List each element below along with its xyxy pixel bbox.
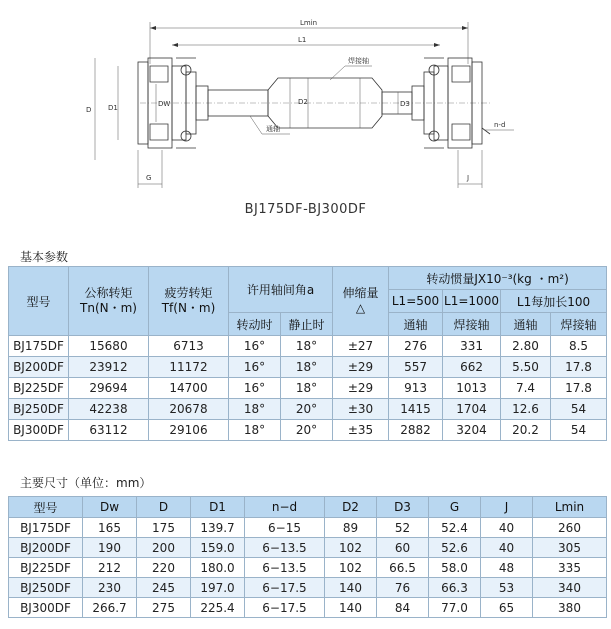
table-cell: 18° (281, 336, 333, 357)
table-cell: 77.0 (429, 598, 481, 618)
lmin-label: Lmin (300, 19, 318, 27)
table-cell: BJ175DF (9, 518, 83, 538)
table-cell: 6713 (149, 336, 229, 357)
dims-header-cell: D (137, 497, 191, 518)
table-cell: 18° (229, 420, 281, 441)
d3-label: D3 (400, 100, 410, 108)
table-cell: 60 (377, 538, 429, 558)
table-cell: 212 (83, 558, 137, 578)
table-cell: 140 (325, 598, 377, 618)
table-cell: 54 (551, 399, 607, 420)
table-cell: ±30 (333, 399, 389, 420)
table-cell: 260 (533, 518, 607, 538)
table-cell: 42238 (69, 399, 149, 420)
table-row (9, 399, 607, 420)
table-cell: 66.5 (377, 558, 429, 578)
table-cell: BJ300DF (9, 598, 83, 618)
header-through-1: 通轴 (389, 313, 443, 336)
table-cell: 305 (533, 538, 607, 558)
through-shaft-label: 通轴 (266, 125, 280, 133)
table-cell: 102 (325, 558, 377, 578)
dims-table (8, 496, 607, 618)
table-cell: 225.4 (191, 598, 245, 618)
table-cell: 11172 (149, 357, 229, 378)
table-cell: BJ175DF (9, 336, 69, 357)
table-row (9, 378, 607, 399)
table-cell: 140 (325, 578, 377, 598)
table-cell: 275 (137, 598, 191, 618)
table-cell: 52.4 (429, 518, 481, 538)
table-cell: 380 (533, 598, 607, 618)
header-tn: 公称转矩 Tn(N・m) (69, 267, 149, 336)
table-cell: 29106 (149, 420, 229, 441)
header-through-2: 通轴 (501, 313, 551, 336)
table-cell: ±29 (333, 357, 389, 378)
table-row (9, 420, 607, 441)
header-l1-per100: L1每加长100 (501, 290, 607, 313)
table-cell: 18° (281, 357, 333, 378)
table-cell: 18° (229, 399, 281, 420)
table-cell: 17.8 (551, 357, 607, 378)
table-cell: 6−15 (245, 518, 325, 538)
table-cell: 175 (137, 518, 191, 538)
table-cell: 52.6 (429, 538, 481, 558)
params-title: 基本参数 (20, 250, 69, 264)
table-cell: 15680 (69, 336, 149, 357)
table-cell: 335 (533, 558, 607, 578)
table-cell: 1704 (443, 399, 501, 420)
dw-label: DW (158, 100, 171, 108)
dims-header-cell: J (481, 497, 533, 518)
dims-header-cell: Lmin (533, 497, 607, 518)
table-cell: 54 (551, 420, 607, 441)
table-cell: 40 (481, 518, 533, 538)
table-cell: BJ200DF (9, 538, 83, 558)
table-cell: BJ250DF (9, 578, 83, 598)
table-cell: 20.2 (501, 420, 551, 441)
table-cell: 180.0 (191, 558, 245, 578)
nd-label: n-d (494, 121, 506, 129)
drawing-caption: BJ175DF-BJ300DF (244, 202, 367, 217)
table-cell: 139.7 (191, 518, 245, 538)
dims-header-cell: Dw (83, 497, 137, 518)
table-cell: 76 (377, 578, 429, 598)
dims-header-cell: n−d (245, 497, 325, 518)
table-cell: 53 (481, 578, 533, 598)
table-cell: 6−13.5 (245, 538, 325, 558)
table-cell: 266.7 (83, 598, 137, 618)
table-cell: 165 (83, 518, 137, 538)
table-cell: 48 (481, 558, 533, 578)
table-row (9, 558, 607, 578)
table-cell: 17.8 (551, 378, 607, 399)
params-table (8, 266, 607, 441)
dims-header-cell: D2 (325, 497, 377, 518)
header-welded-2: 焊接轴 (551, 313, 607, 336)
table-cell: 6−17.5 (245, 598, 325, 618)
table-cell: 12.6 (501, 399, 551, 420)
table-cell: 20678 (149, 399, 229, 420)
table-cell: 102 (325, 538, 377, 558)
table-cell: 220 (137, 558, 191, 578)
table-cell: 190 (83, 538, 137, 558)
table-cell: BJ300DF (9, 420, 69, 441)
table-cell: BJ225DF (9, 378, 69, 399)
dims-header-cell: G (429, 497, 481, 518)
l1-label: L1 (298, 36, 307, 44)
table-cell: 14700 (149, 378, 229, 399)
d1-label: D1 (108, 104, 118, 112)
dims-header-cell: 型号 (9, 497, 83, 518)
table-cell: 6−17.5 (245, 578, 325, 598)
table-cell: 3204 (443, 420, 501, 441)
g-label: G (146, 174, 152, 182)
table-cell: 662 (443, 357, 501, 378)
table-row (9, 518, 607, 538)
table-cell: 65 (481, 598, 533, 618)
header-angle-static: 静止时 (281, 313, 333, 336)
table-cell: 7.4 (501, 378, 551, 399)
header-l1-500: L1=500 (389, 290, 443, 313)
table-cell: 159.0 (191, 538, 245, 558)
table-cell: 23912 (69, 357, 149, 378)
table-cell: 29694 (69, 378, 149, 399)
table-cell: BJ250DF (9, 399, 69, 420)
table-cell: ±29 (333, 378, 389, 399)
header-model: 型号 (9, 267, 69, 336)
table-cell: 200 (137, 538, 191, 558)
header-tf: 疲劳转矩 Tf(N・m) (149, 267, 229, 336)
dims-header-cell: D3 (377, 497, 429, 518)
table-cell: 2882 (389, 420, 443, 441)
table-row (9, 336, 607, 357)
table-cell: ±35 (333, 420, 389, 441)
header-stretch: 伸缩量 △ (333, 267, 389, 336)
weld-shaft-label: 焊接轴 (348, 57, 369, 65)
table-cell: 16° (229, 336, 281, 357)
table-cell: 5.50 (501, 357, 551, 378)
table-cell: 20° (281, 420, 333, 441)
table-cell: 230 (83, 578, 137, 598)
d2-label: D2 (298, 98, 308, 106)
header-angle-moving: 转动时 (229, 313, 281, 336)
header-l1-1000: L1=1000 (443, 290, 501, 313)
table-cell: 18° (281, 378, 333, 399)
table-cell: 84 (377, 598, 429, 618)
table-cell: 40 (481, 538, 533, 558)
table-cell: 6−13.5 (245, 558, 325, 578)
table-cell: 245 (137, 578, 191, 598)
table-cell: 1415 (389, 399, 443, 420)
coupling-drawing (0, 0, 611, 200)
table-cell: 66.3 (429, 578, 481, 598)
table-cell: 20° (281, 399, 333, 420)
table-row (9, 357, 607, 378)
table-row (9, 538, 607, 558)
table-cell: 197.0 (191, 578, 245, 598)
table-cell: 16° (229, 357, 281, 378)
dims-header-cell: D1 (191, 497, 245, 518)
d-label: D (86, 106, 92, 114)
table-cell: 557 (389, 357, 443, 378)
table-cell: BJ200DF (9, 357, 69, 378)
table-row (9, 598, 607, 618)
table-cell: ±27 (333, 336, 389, 357)
header-angle: 许用轴间角a (229, 267, 333, 313)
dims-title: 主要尺寸（单位：mm） (20, 476, 152, 490)
table-cell: 8.5 (551, 336, 607, 357)
table-cell: 2.80 (501, 336, 551, 357)
table-cell: BJ225DF (9, 558, 83, 578)
header-inertia: 转动惯量JX10⁻³(kg ・m²) (389, 267, 607, 290)
table-cell: 276 (389, 336, 443, 357)
table-cell: 58.0 (429, 558, 481, 578)
table-cell: 1013 (443, 378, 501, 399)
table-cell: 89 (325, 518, 377, 538)
header-welded-1: 焊接轴 (443, 313, 501, 336)
table-cell: 340 (533, 578, 607, 598)
table-cell: 16° (229, 378, 281, 399)
table-cell: 52 (377, 518, 429, 538)
table-cell: 331 (443, 336, 501, 357)
j-label: J (467, 174, 470, 182)
table-cell: 63112 (69, 420, 149, 441)
table-cell: 913 (389, 378, 443, 399)
table-row (9, 578, 607, 598)
